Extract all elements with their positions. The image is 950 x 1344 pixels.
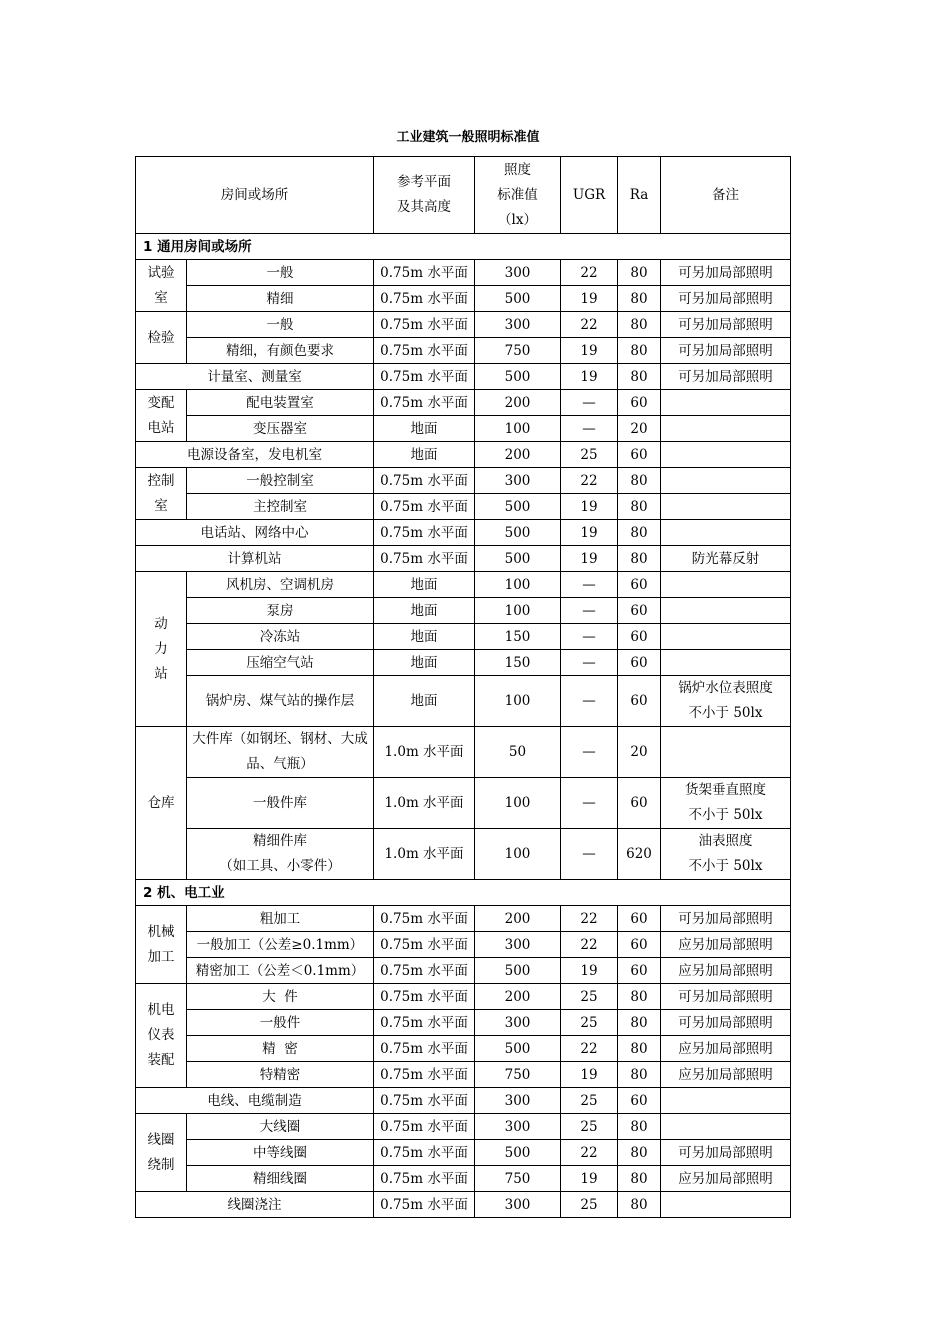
table-row: [136, 906, 791, 932]
illuminance-table: [135, 156, 791, 1218]
ra-cell: 60: [618, 650, 661, 676]
note-cell: [661, 416, 791, 442]
ra-cell: 60: [618, 906, 661, 932]
table-row: [136, 572, 791, 598]
ugr-cell: 22: [561, 906, 618, 932]
room-cell: 锅炉房、煤气站的操作层: [187, 676, 374, 727]
lux-cell: 200: [475, 984, 561, 1010]
ra-cell: 60: [618, 932, 661, 958]
note-cell: 可另加局部照明: [661, 364, 791, 390]
lux-cell: 150: [475, 624, 561, 650]
ugr-cell: 25: [561, 1192, 618, 1218]
ra-cell: 60: [618, 390, 661, 416]
group-label: 仓库: [136, 727, 187, 880]
plane-cell: 0.75m 水平面: [374, 1166, 475, 1192]
room-cell: 精细，有颜色要求: [187, 338, 374, 364]
plane-cell: 0.75m 水平面: [374, 286, 475, 312]
ugr-cell: —: [561, 624, 618, 650]
room-cell: 计算机站: [136, 546, 374, 572]
ugr-cell: —: [561, 572, 618, 598]
note-cell: [661, 572, 791, 598]
room-cell: 一般加工（公差≥0.1mm）: [187, 932, 374, 958]
lux-cell: 500: [475, 1036, 561, 1062]
group-label: 线圈 绕制: [136, 1114, 187, 1192]
note-cell: 可另加局部照明: [661, 984, 791, 1010]
ugr-cell: 22: [561, 932, 618, 958]
plane-cell: 0.75m 水平面: [374, 390, 475, 416]
table-row: [136, 1114, 791, 1140]
table-row: [136, 416, 791, 442]
room-cell: 电线、电缆制造: [136, 1088, 374, 1114]
lux-cell: 300: [475, 312, 561, 338]
room-cell: 电话站、网络中心: [136, 520, 374, 546]
room-cell: 精细件库 （如工具、小零件）: [187, 829, 374, 880]
ra-cell: 80: [618, 1114, 661, 1140]
plane-cell: 地面: [374, 676, 475, 727]
room-cell: 一般件库: [187, 778, 374, 829]
room-cell: 精细: [187, 286, 374, 312]
table-row: [136, 1088, 791, 1114]
plane-cell: 0.75m 水平面: [374, 1010, 475, 1036]
ra-cell: 60: [618, 958, 661, 984]
ugr-cell: 25: [561, 1114, 618, 1140]
ra-cell: 80: [618, 260, 661, 286]
table-row: [136, 958, 791, 984]
plane-cell: 0.75m 水平面: [374, 1114, 475, 1140]
ra-cell: 80: [618, 286, 661, 312]
lux-cell: 100: [475, 829, 561, 880]
ra-cell: 80: [618, 1166, 661, 1192]
table-row: [136, 676, 791, 727]
room-cell: 风机房、空调机房: [187, 572, 374, 598]
ra-cell: 80: [618, 520, 661, 546]
plane-cell: 地面: [374, 650, 475, 676]
ra-cell: 620: [618, 829, 661, 880]
header-plane: 参考平面 及其高度: [374, 157, 475, 234]
lux-cell: 50: [475, 727, 561, 778]
room-cell: 大 件: [187, 984, 374, 1010]
ugr-cell: —: [561, 598, 618, 624]
room-cell: 特精密: [187, 1062, 374, 1088]
table-row: [136, 546, 791, 572]
note-cell: 可另加局部照明: [661, 312, 791, 338]
section-title: 2 机、电工业: [136, 880, 791, 906]
plane-cell: 0.75m 水平面: [374, 1192, 475, 1218]
lux-cell: 500: [475, 364, 561, 390]
plane-cell: 1.0m 水平面: [374, 829, 475, 880]
table-row: [136, 338, 791, 364]
room-cell: 一般: [187, 312, 374, 338]
note-cell: 应另加局部照明: [661, 1166, 791, 1192]
table-row: [136, 364, 791, 390]
plane-cell: 0.75m 水平面: [374, 520, 475, 546]
table-row: [136, 494, 791, 520]
note-cell: [661, 520, 791, 546]
group-label: 机电 仪表 装配: [136, 984, 187, 1088]
note-cell: [661, 390, 791, 416]
group-label: 机械 加工: [136, 906, 187, 984]
ra-cell: 80: [618, 546, 661, 572]
ugr-cell: 22: [561, 1140, 618, 1166]
header-room: 房间或场所: [136, 157, 374, 234]
ugr-cell: 19: [561, 286, 618, 312]
ugr-cell: 22: [561, 260, 618, 286]
table-row: [136, 442, 791, 468]
ugr-cell: 25: [561, 1010, 618, 1036]
ugr-cell: —: [561, 727, 618, 778]
ra-cell: 60: [618, 624, 661, 650]
room-cell: 变压器室: [187, 416, 374, 442]
note-cell: 应另加局部照明: [661, 1036, 791, 1062]
room-cell: 电源设备室，发电机室: [136, 442, 374, 468]
note-cell: 油表照度 不小于 50lx: [661, 829, 791, 880]
lux-cell: 300: [475, 260, 561, 286]
section-row: [136, 234, 791, 260]
section-title: 1 通用房间或场所: [136, 234, 791, 260]
room-cell: 冷冻站: [187, 624, 374, 650]
header-ugr: UGR: [561, 157, 618, 234]
note-cell: [661, 727, 791, 778]
room-cell: 线圈浇注: [136, 1192, 374, 1218]
table-row: [136, 286, 791, 312]
lux-cell: 150: [475, 650, 561, 676]
table-row: [136, 520, 791, 546]
lux-cell: 500: [475, 958, 561, 984]
note-cell: [661, 598, 791, 624]
table-row: [136, 932, 791, 958]
table-row: [136, 984, 791, 1010]
table-row: [136, 778, 791, 829]
lux-cell: 300: [475, 932, 561, 958]
note-cell: 防光幕反射: [661, 546, 791, 572]
ra-cell: 80: [618, 364, 661, 390]
lux-cell: 100: [475, 598, 561, 624]
ra-cell: 20: [618, 416, 661, 442]
ra-cell: 60: [618, 598, 661, 624]
group-label: 控制 室: [136, 468, 187, 520]
lux-cell: 500: [475, 494, 561, 520]
ra-cell: 80: [618, 1140, 661, 1166]
table-row: [136, 1010, 791, 1036]
lux-cell: 100: [475, 572, 561, 598]
ra-cell: 20: [618, 727, 661, 778]
ra-cell: 80: [618, 468, 661, 494]
ra-cell: 80: [618, 338, 661, 364]
ra-cell: 80: [618, 1010, 661, 1036]
ra-cell: 60: [618, 442, 661, 468]
room-cell: 配电装置室: [187, 390, 374, 416]
ra-cell: 80: [618, 494, 661, 520]
ra-cell: 80: [618, 312, 661, 338]
note-cell: [661, 494, 791, 520]
ugr-cell: —: [561, 676, 618, 727]
room-cell: 一般件: [187, 1010, 374, 1036]
ugr-cell: 19: [561, 338, 618, 364]
ra-cell: 60: [618, 778, 661, 829]
group-label: 变配 电站: [136, 390, 187, 442]
room-cell: 大线圈: [187, 1114, 374, 1140]
table-row: [136, 390, 791, 416]
room-cell: 粗加工: [187, 906, 374, 932]
table-row: [136, 1166, 791, 1192]
note-cell: [661, 1192, 791, 1218]
plane-cell: 0.75m 水平面: [374, 364, 475, 390]
room-cell: 一般: [187, 260, 374, 286]
table-row: [136, 1192, 791, 1218]
lux-cell: 500: [475, 286, 561, 312]
lux-cell: 200: [475, 442, 561, 468]
section-row: [136, 880, 791, 906]
ugr-cell: —: [561, 650, 618, 676]
note-cell: 应另加局部照明: [661, 932, 791, 958]
note-cell: 应另加局部照明: [661, 958, 791, 984]
ugr-cell: 19: [561, 958, 618, 984]
plane-cell: 0.75m 水平面: [374, 546, 475, 572]
lux-cell: 100: [475, 778, 561, 829]
ra-cell: 80: [618, 1036, 661, 1062]
table-row: [136, 1140, 791, 1166]
table-row: [136, 1062, 791, 1088]
lux-cell: 200: [475, 906, 561, 932]
note-cell: [661, 468, 791, 494]
lux-cell: 750: [475, 1166, 561, 1192]
header-row: [136, 157, 791, 234]
lux-cell: 750: [475, 338, 561, 364]
note-cell: [661, 1088, 791, 1114]
note-cell: [661, 442, 791, 468]
ugr-cell: 22: [561, 1036, 618, 1062]
room-cell: 泵房: [187, 598, 374, 624]
lux-cell: 750: [475, 1062, 561, 1088]
plane-cell: 0.75m 水平面: [374, 906, 475, 932]
lux-cell: 300: [475, 468, 561, 494]
ra-cell: 80: [618, 1192, 661, 1218]
ra-cell: 60: [618, 1088, 661, 1114]
lux-cell: 300: [475, 1114, 561, 1140]
plane-cell: 0.75m 水平面: [374, 932, 475, 958]
plane-cell: 0.75m 水平面: [374, 1140, 475, 1166]
ugr-cell: 19: [561, 520, 618, 546]
ugr-cell: 25: [561, 442, 618, 468]
plane-cell: 地面: [374, 572, 475, 598]
note-cell: 应另加局部照明: [661, 1062, 791, 1088]
room-cell: 主控制室: [187, 494, 374, 520]
room-cell: 大件库（如钢坯、钢材、大成 品、气瓶）: [187, 727, 374, 778]
plane-cell: 0.75m 水平面: [374, 260, 475, 286]
header-ra: Ra: [618, 157, 661, 234]
plane-cell: 0.75m 水平面: [374, 1036, 475, 1062]
plane-cell: 1.0m 水平面: [374, 727, 475, 778]
ugr-cell: 19: [561, 546, 618, 572]
lux-cell: 500: [475, 1140, 561, 1166]
ra-cell: 60: [618, 676, 661, 727]
table-row: [136, 468, 791, 494]
plane-cell: 0.75m 水平面: [374, 338, 475, 364]
table-row: [136, 1036, 791, 1062]
group-label: 试验 室: [136, 260, 187, 312]
note-cell: [661, 624, 791, 650]
ugr-cell: 19: [561, 1062, 618, 1088]
table-row: [136, 312, 791, 338]
room-cell: 压缩空气站: [187, 650, 374, 676]
note-cell: 可另加局部照明: [661, 338, 791, 364]
room-cell: 计量室、测量室: [136, 364, 374, 390]
table-title: 工业建筑一般照明标准值: [396, 130, 540, 145]
lux-cell: 100: [475, 676, 561, 727]
ugr-cell: 19: [561, 364, 618, 390]
plane-cell: 地面: [374, 598, 475, 624]
ra-cell: 80: [618, 1062, 661, 1088]
ugr-cell: —: [561, 416, 618, 442]
group-label: 检验: [136, 312, 187, 364]
plane-cell: 地面: [374, 442, 475, 468]
plane-cell: 0.75m 水平面: [374, 468, 475, 494]
room-cell: 精细线圈: [187, 1166, 374, 1192]
ugr-cell: —: [561, 390, 618, 416]
plane-cell: 0.75m 水平面: [374, 984, 475, 1010]
table-row: [136, 598, 791, 624]
table-row: [136, 624, 791, 650]
room-cell: 精 密: [187, 1036, 374, 1062]
ugr-cell: 22: [561, 312, 618, 338]
note-cell: 可另加局部照明: [661, 1140, 791, 1166]
note-cell: 锅炉水位表照度 不小于 50lx: [661, 676, 791, 727]
note-cell: 可另加局部照明: [661, 286, 791, 312]
room-cell: 一般控制室: [187, 468, 374, 494]
ugr-cell: 19: [561, 494, 618, 520]
note-cell: [661, 650, 791, 676]
room-cell: 精密加工（公差＜0.1mm）: [187, 958, 374, 984]
ugr-cell: 25: [561, 984, 618, 1010]
note-cell: [661, 1114, 791, 1140]
table-row: [136, 260, 791, 286]
ugr-cell: —: [561, 829, 618, 880]
ugr-cell: 25: [561, 1088, 618, 1114]
plane-cell: 地面: [374, 416, 475, 442]
lux-cell: 300: [475, 1192, 561, 1218]
ugr-cell: 19: [561, 1166, 618, 1192]
plane-cell: 0.75m 水平面: [374, 312, 475, 338]
room-cell: 中等线圈: [187, 1140, 374, 1166]
lux-cell: 200: [475, 390, 561, 416]
ugr-cell: 22: [561, 468, 618, 494]
lux-cell: 100: [475, 416, 561, 442]
lux-cell: 300: [475, 1088, 561, 1114]
table-row: [136, 650, 791, 676]
table-row: [136, 829, 791, 880]
note-cell: 货架垂直照度 不小于 50lx: [661, 778, 791, 829]
ra-cell: 80: [618, 984, 661, 1010]
lux-cell: 500: [475, 520, 561, 546]
plane-cell: 0.75m 水平面: [374, 494, 475, 520]
ugr-cell: —: [561, 778, 618, 829]
plane-cell: 0.75m 水平面: [374, 1088, 475, 1114]
header-lux: 照度 标准值 （lx）: [475, 157, 561, 234]
group-label: 动 力 站: [136, 572, 187, 727]
lux-cell: 300: [475, 1010, 561, 1036]
ra-cell: 60: [618, 572, 661, 598]
plane-cell: 地面: [374, 624, 475, 650]
plane-cell: 0.75m 水平面: [374, 1062, 475, 1088]
note-cell: 可另加局部照明: [661, 260, 791, 286]
lux-cell: 500: [475, 546, 561, 572]
plane-cell: 1.0m 水平面: [374, 778, 475, 829]
table-row: [136, 727, 791, 778]
note-cell: 可另加局部照明: [661, 1010, 791, 1036]
plane-cell: 0.75m 水平面: [374, 958, 475, 984]
note-cell: 可另加局部照明: [661, 906, 791, 932]
header-note: 备注: [661, 157, 791, 234]
